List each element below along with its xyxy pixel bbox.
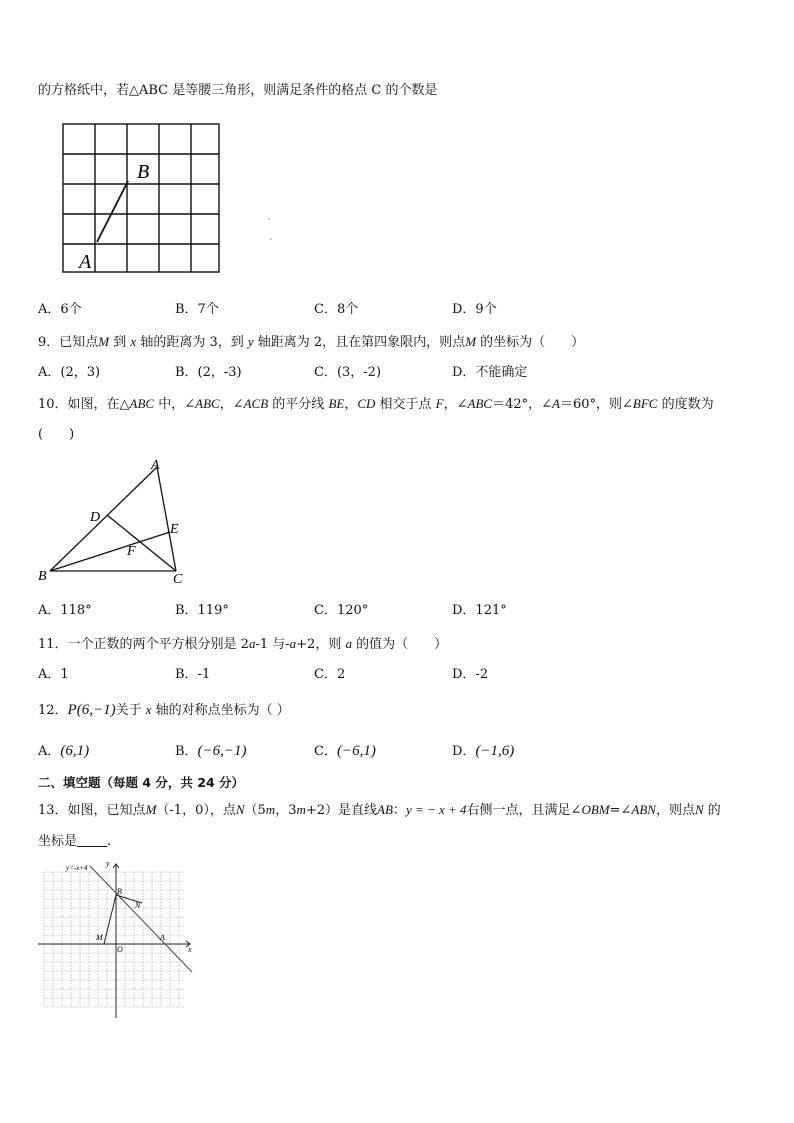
- q10-stem: 10．如图，在△ABC 中，∠ABC，∠ACB 的平分线 BE，CD 相交于点 F，∠ABC＝42°，∠A＝60°，则∠BFC 的度数为: [38, 396, 714, 412]
- q12-stem: 12．P(6,−1)关于 x 轴的对称点坐标为（ ）: [38, 702, 290, 718]
- q11-option-b[interactable]: B．-1: [175, 667, 211, 682]
- q10-label-d: D: [90, 510, 101, 525]
- q13-label-m: M: [96, 933, 103, 942]
- q13-answer-blank[interactable]: [77, 833, 107, 847]
- q11-option-a[interactable]: A．1: [38, 667, 69, 682]
- q10-label-c: C: [173, 572, 183, 585]
- q9-option-b[interactable]: B．(2，-3): [175, 365, 242, 380]
- q13-label-a: A: [160, 933, 165, 942]
- q13-label-b: B: [117, 887, 122, 896]
- q8-grid-figure: [55, 118, 285, 280]
- q10-option-c[interactable]: C．120°: [314, 603, 369, 618]
- q13-stem-line2: 坐标是 .: [38, 834, 112, 849]
- q13-line-label: y=-x+4: [66, 864, 88, 872]
- q10-label-f: F: [127, 544, 136, 559]
- q8-label-b: B: [137, 161, 150, 183]
- q11-stem: 11．一个正数的两个平方根分别是 2a-1 与-a+2，则 a 的值为（ ）: [38, 636, 448, 652]
- q9-stem: 9．已知点M 到 x 轴的距离为 3，到 y 轴距离为 2，且在第四象限内，则点M 的坐标为（ ）: [38, 334, 585, 350]
- q9-option-a[interactable]: A．(2，3): [38, 365, 101, 380]
- q10-stem-line2: ( ): [38, 427, 75, 442]
- q8-stem-tail: 的方格纸中，若△ABC 是等腰三角形，则满足条件的格点 C 的个数是: [38, 83, 438, 98]
- q8-option-b[interactable]: B．7个: [175, 302, 219, 317]
- q12-option-c[interactable]: C．(−6,1): [314, 743, 376, 759]
- q13-label-n: N: [135, 901, 141, 910]
- q8-label-a: A: [79, 251, 92, 273]
- q10-label-e: E: [170, 522, 179, 537]
- q13-label-y: y: [106, 860, 110, 868]
- q13-label-x: x: [188, 945, 192, 954]
- q8-option-c[interactable]: C．8个: [314, 302, 359, 317]
- q12-option-d[interactable]: D．(−1,6): [452, 743, 515, 759]
- section2-heading: 二、填空题（每题 4 分，共 24 分）: [38, 775, 245, 790]
- q10-option-a[interactable]: A．118°: [38, 603, 92, 618]
- q10-label-a: A: [151, 458, 160, 473]
- q11-option-c[interactable]: C．2: [314, 667, 346, 682]
- q13-coordinate-figure: [38, 860, 198, 1022]
- q10-option-d[interactable]: D．121°: [452, 603, 507, 618]
- q8-option-a[interactable]: A．6个: [38, 302, 82, 317]
- q13-label-o: O: [117, 945, 123, 954]
- q10-label-b: B: [38, 569, 47, 584]
- q9-option-c[interactable]: C．(3，-2): [314, 365, 382, 380]
- q12-option-a[interactable]: A．(6,1): [38, 743, 90, 759]
- q10-option-b[interactable]: B．119°: [175, 603, 229, 618]
- q11-option-d[interactable]: D．-2: [452, 667, 489, 682]
- q13-stem: 13．如图，已知点M（-1，0），点N（5m，3m+2）是直线AB：y = − x + 4右侧一点，且满足∠OBM=∠ABN，则点N 的: [38, 802, 721, 818]
- q9-option-d[interactable]: D．不能确定: [452, 365, 528, 380]
- q8-option-d[interactable]: D．9个: [452, 302, 497, 317]
- q10-triangle-figure: [30, 455, 210, 585]
- q12-option-b[interactable]: B．(−6,−1): [175, 743, 247, 759]
